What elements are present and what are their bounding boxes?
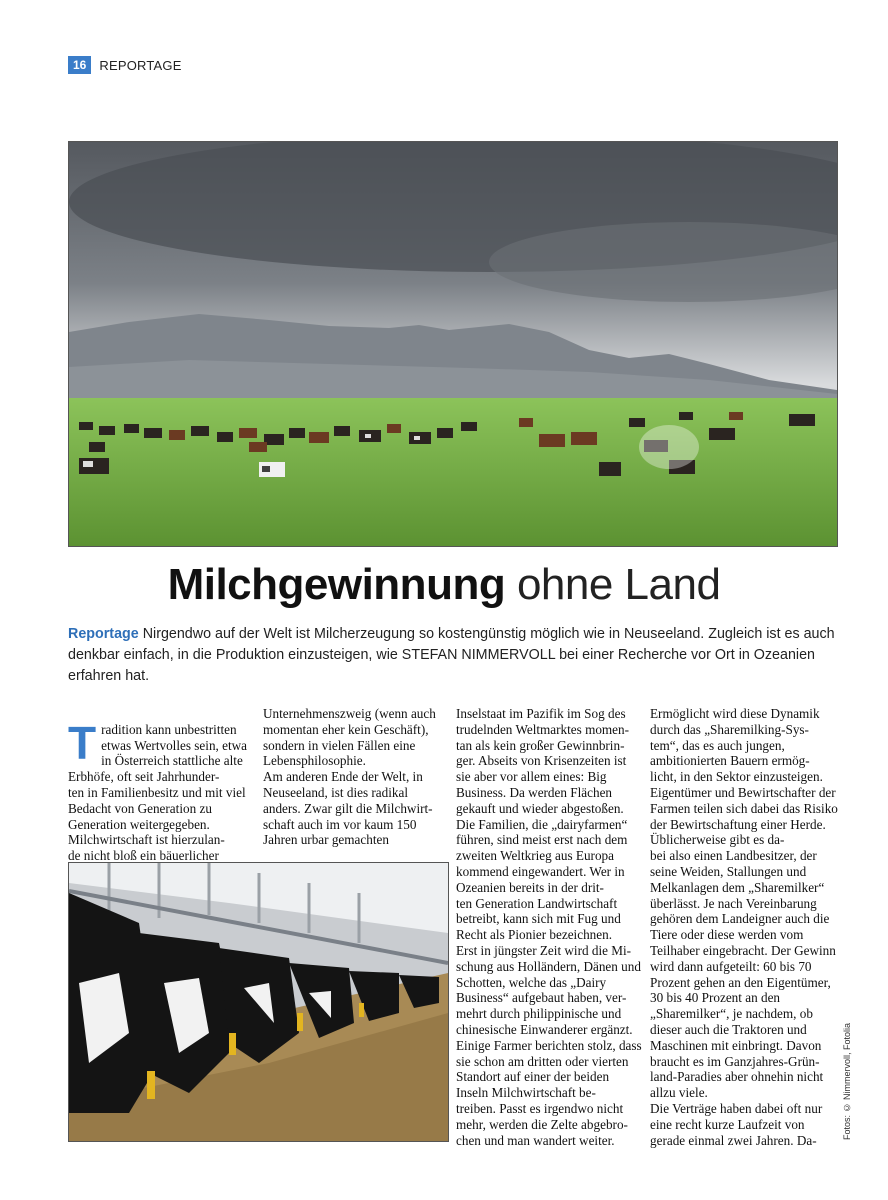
- title-light: ohne Land: [516, 560, 721, 609]
- page-number: 16: [68, 56, 91, 74]
- barn-photo-cows-feeding: [68, 862, 449, 1142]
- article-column-4: Ermöglicht wird diese Dynamik durch das „Sharemilking-Sys- tem“, das es auch jungen, ambitionierten Bauern ermög- licht, in den Sektor einzusteigen. Eigentümer und Bewirtschafter der Farmen teilen sich dabei das Risiko der Bewirtschaftung einer Herde. Üblicherweise gibt es da- bei also einen Landbesitzer, der seine Weiden, Stallungen und Melkanlagen dem „Sharemilker“ überlässt. Je nach Vereinbarung gehören dem Landeigner auch die Tiere oder diese werden vom Teilhaber eingebracht. Der Gewinn wird dann aufgeteilt: 60 bis 70 Prozent gehen an den Eigentümer, 30 bis 40 Prozent an den „Sharemilker“, je nachdem, ob dieser auch die Traktoren und Maschinen mit einbringt. Davon braucht es im Ganzjahres-Grün- land-Paradies aber ohnehin nicht allzu viele. Die Verträge haben dabei oft nur eine recht kurze Laufzeit von gerade einmal zwei Jahren. Da-: [650, 706, 838, 1148]
- article-column-3: Inselstaat im Pazifik im Sog des trudelnden Weltmarktes momen- tan als kein großer Gewinnbrin- ger. Abseits von Krisenzeiten ist sie aber vor allem eines: Big Business. Da werden Flächen gekauft und wieder abgestoßen. Die Familien, die „dairyfarmen“ führen, sind meist erst nach dem zweiten Weltkrieg aus Europa kommend eingewandert. Wer in Ozeanien bereits in der drit- ten Generation Landwirtschaft betreibt, kann sich mit Fug und Recht als Pionier bezeichnen. Erst in jüngster Zeit wird die Mi- schung aus Holländern, Dänen und Schotten, welche das „Dairy Business“ aufgebaut haben, ver- mehrt durch philippinische und chinesische Einwanderer ergänzt. Einige Farmer berichten stolz, dass sie schon am dritten oder vierten Standort auf einer der beiden Inseln Milchwirtschaft be- treiben. Passt es irgendwo nicht mehr, werden die Zelte abgebro- chen und man wandert weiter.: [456, 706, 642, 1148]
- hero-photo-cows-pasture: [68, 141, 838, 547]
- section-label: REPORTAGE: [99, 57, 182, 73]
- article-column-2: Unternehmenszweig (wenn auch momentan eher kein Geschäft), sondern in vielen Fällen eine Lebensphilosophie. Am anderen Ende der Welt, in Neuseeland, ist dies radikal anders. Zwar gilt die Milchwirt- schaft auch im vor kaum 150 Jahren urbar gemachten: [263, 706, 436, 848]
- column-1-text: radition kann unbestritten etwas Wertvolles sein, etwa in Österreich stattliche alte Erbhöfe, oft seit Jahrhunder- ten in Familienbesitz und mit viel Bedacht von Generation zu Generation weitergegeben. Milchwirtschaft ist hierzulan- de nicht bloß ein bäuerlicher: [68, 721, 248, 864]
- photo-credit: Fotos: © Nimmervoll, Fotolia: [842, 1022, 852, 1140]
- title-bold: Milchgewinnung: [167, 560, 506, 609]
- article-title: [0, 560, 888, 610]
- article-column-1: [68, 706, 254, 864]
- lead-text: Nirgendwo auf der Welt ist Milcherzeugung so kostengünstig möglich wie in Neuseeland. Zugleich ist es auch denkbar einfach, in die Produktion einzusteigen, wie STEFAN NIMMERVOLL bei einer Recherche vor Ort in Ozeanien erfahren hat.: [68, 626, 835, 684]
- lead-paragraph: [68, 624, 838, 687]
- page-header: [68, 56, 182, 74]
- dropcap: T: [68, 716, 97, 769]
- lead-kicker: Reportage: [68, 626, 139, 642]
